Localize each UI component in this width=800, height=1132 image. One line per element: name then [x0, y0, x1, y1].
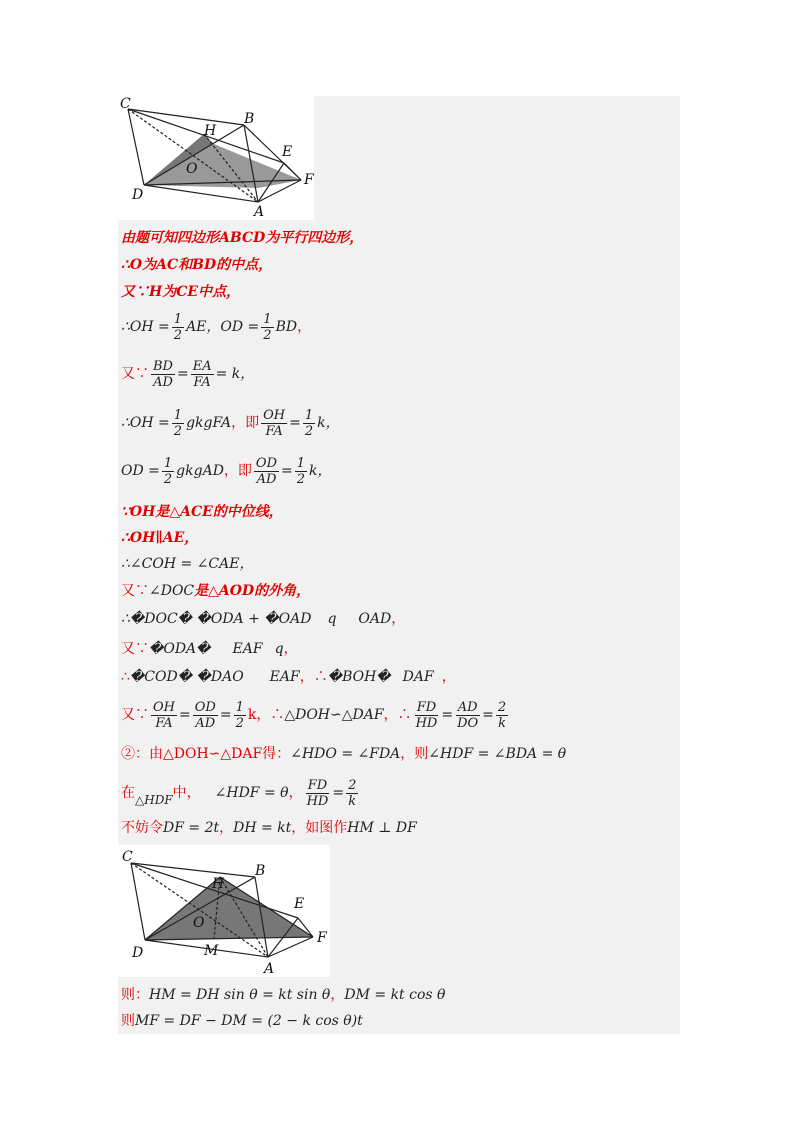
math: DF = 2t — [163, 820, 220, 836]
math: △HDF — [135, 793, 173, 807]
label-M: M — [204, 943, 219, 959]
fraction: $\frac{FD}{HD}$ — [415, 699, 438, 731]
text-line-11 — [121, 580, 310, 602]
text-line-8 — [121, 501, 283, 523]
math: ∠HDF = ∠BDA = θ — [428, 746, 567, 762]
math: △DOH∽△DAF — [284, 707, 384, 723]
label-O: O — [186, 161, 198, 177]
text-line-14 — [121, 666, 456, 688]
label-F: F — [304, 172, 314, 188]
text: 不妨令 — [121, 820, 163, 836]
fraction: $\frac{2}{k}$ — [497, 699, 507, 731]
fraction: $\frac{1}{2}$ — [173, 311, 183, 343]
fraction: $\frac{AD}{DO}$ — [457, 699, 479, 731]
line-text: ∴OH∥AE， — [121, 530, 199, 546]
text: ，∴ — [383, 707, 412, 723]
math: = — [289, 415, 301, 431]
label-F: F — [317, 930, 327, 946]
text: 是△AOD的外角， — [194, 583, 311, 599]
label-B: B — [244, 111, 255, 127]
text-line-12 — [121, 608, 405, 630]
text-line-16 — [121, 743, 566, 765]
math: q — [327, 611, 337, 627]
math: MF = DF − DM = (2 − k cos θ)t — [135, 1013, 363, 1029]
text-line-19 — [121, 984, 445, 1006]
fraction: $\frac{1}{2}$ — [263, 311, 272, 343]
text: ，即 — [223, 463, 252, 479]
text: 又∵ — [121, 366, 149, 382]
label-E: E — [282, 144, 293, 160]
text: 又∵ — [121, 641, 149, 657]
text-line-13 — [121, 638, 298, 660]
math: = — [482, 707, 494, 723]
punct: ， — [297, 319, 312, 335]
text: k，∴ — [247, 707, 285, 723]
text-line-17 — [121, 776, 360, 810]
text-line-7 — [121, 456, 332, 486]
fraction: $\frac{EA}{FA}$ — [192, 358, 212, 390]
text: ②：由△DOH∽△DAF得： — [121, 746, 291, 762]
math: �COD� �DAO — [129, 669, 244, 685]
text: ，如图作 — [291, 820, 348, 836]
math: ∠HDF = θ — [214, 785, 289, 801]
line-text: 由题可知四边形ABCD为平行四边形， — [121, 230, 364, 246]
math: = — [441, 707, 454, 723]
label-C: C — [122, 849, 133, 865]
math: DAF — [402, 669, 434, 685]
geometry-figure-2 — [118, 845, 330, 977]
label-A: A — [264, 961, 275, 977]
math: q — [274, 641, 284, 657]
line-text: 又∵H为CE中点， — [121, 284, 241, 300]
punct: ， — [288, 785, 303, 801]
punct: ， — [330, 987, 345, 1003]
math: gkgAD — [176, 463, 224, 479]
math: = — [179, 707, 191, 723]
math: OAD — [358, 611, 392, 627]
math: = — [332, 785, 345, 801]
math: OD = — [121, 463, 160, 479]
text-line-3 — [121, 281, 240, 303]
label-O: O — [193, 915, 205, 931]
fraction: $\frac{OD}{AD}$ — [194, 699, 216, 731]
fraction: $\frac{OH}{FA}$ — [153, 699, 175, 731]
math: gkgFA — [186, 415, 232, 431]
math: ∠HDO = ∠FDA — [290, 746, 401, 762]
line-text: ∵OH是△ACE的中位线， — [121, 504, 283, 520]
punct: ， — [219, 820, 234, 836]
math: EAF — [269, 669, 300, 685]
math: HM = DH sin θ = kt sin θ — [149, 987, 331, 1003]
math: �ODA� — [149, 641, 211, 657]
label-D: D — [132, 187, 144, 203]
label-E: E — [294, 896, 305, 912]
text-line-15 — [121, 699, 510, 731]
math: AE — [186, 319, 207, 335]
text: ∴ — [121, 669, 130, 685]
math: DM = kt cos θ — [344, 987, 446, 1003]
math: = k， — [215, 366, 255, 382]
text: 中， — [172, 785, 201, 801]
text: ，则 — [400, 746, 429, 762]
label-C: C — [120, 96, 131, 112]
math: ∴OH = — [121, 319, 170, 335]
text-line-5 — [121, 359, 254, 389]
math: = — [281, 463, 293, 479]
text-line-20 — [121, 1010, 363, 1032]
text-line-9 — [121, 527, 198, 549]
punct: ， — [283, 641, 298, 657]
text-line-6 — [121, 408, 340, 438]
fraction: $\frac{1}{2}$ — [163, 455, 173, 487]
text-line-10 — [121, 553, 253, 575]
text: 在 — [121, 785, 135, 801]
fraction: $\frac{BD}{AD}$ — [153, 358, 173, 390]
fraction: $\frac{1}{2}$ — [304, 407, 314, 439]
fraction: $\frac{2}{k}$ — [348, 777, 357, 809]
punct: ， — [441, 669, 456, 685]
math: ∴�DOC� �ODA + �OAD — [121, 611, 312, 627]
math: k， — [309, 463, 332, 479]
math: BD — [275, 319, 298, 335]
text: 则 — [121, 1013, 135, 1029]
math: k， — [317, 415, 340, 431]
text-line-1 — [121, 227, 363, 249]
geometry-figure-1 — [118, 96, 314, 220]
math: ∴∠COH = ∠CAE， — [121, 556, 254, 572]
fraction: $\frac{OD}{AD}$ — [255, 455, 278, 487]
text: 则： — [121, 987, 149, 1003]
math: ，OD = — [206, 319, 260, 335]
text: 又∵ — [121, 707, 149, 723]
text-line-2 — [121, 254, 272, 276]
fraction: $\frac{OH}{FA}$ — [263, 407, 286, 439]
text-line-18 — [121, 817, 417, 839]
label-H: H — [212, 876, 225, 892]
text: ，∴ — [299, 669, 328, 685]
math: = — [176, 366, 189, 382]
label-H: H — [204, 123, 217, 139]
math: DH = kt — [233, 820, 292, 836]
line-text: ∴O为AC和BD的中点， — [121, 257, 273, 273]
fraction: $\frac{FD}{HD}$ — [306, 777, 329, 809]
math: ∴OH = — [121, 415, 170, 431]
math: �BOH� — [327, 669, 391, 685]
label-A: A — [254, 204, 265, 220]
fraction: $\frac{1}{2}$ — [235, 699, 244, 731]
text: ，即 — [231, 415, 260, 431]
text: 又∵ — [121, 583, 149, 599]
math: ∠DOC — [149, 583, 195, 599]
label-D: D — [132, 945, 144, 961]
fraction: $\frac{1}{2}$ — [296, 455, 306, 487]
punct: ， — [391, 611, 406, 627]
label-B: B — [255, 863, 266, 879]
text-line-4 — [121, 313, 311, 341]
math: = — [219, 707, 232, 723]
fraction: $\frac{1}{2}$ — [173, 407, 183, 439]
math: HM ⊥ DF — [347, 820, 417, 836]
math: EAF — [232, 641, 263, 657]
